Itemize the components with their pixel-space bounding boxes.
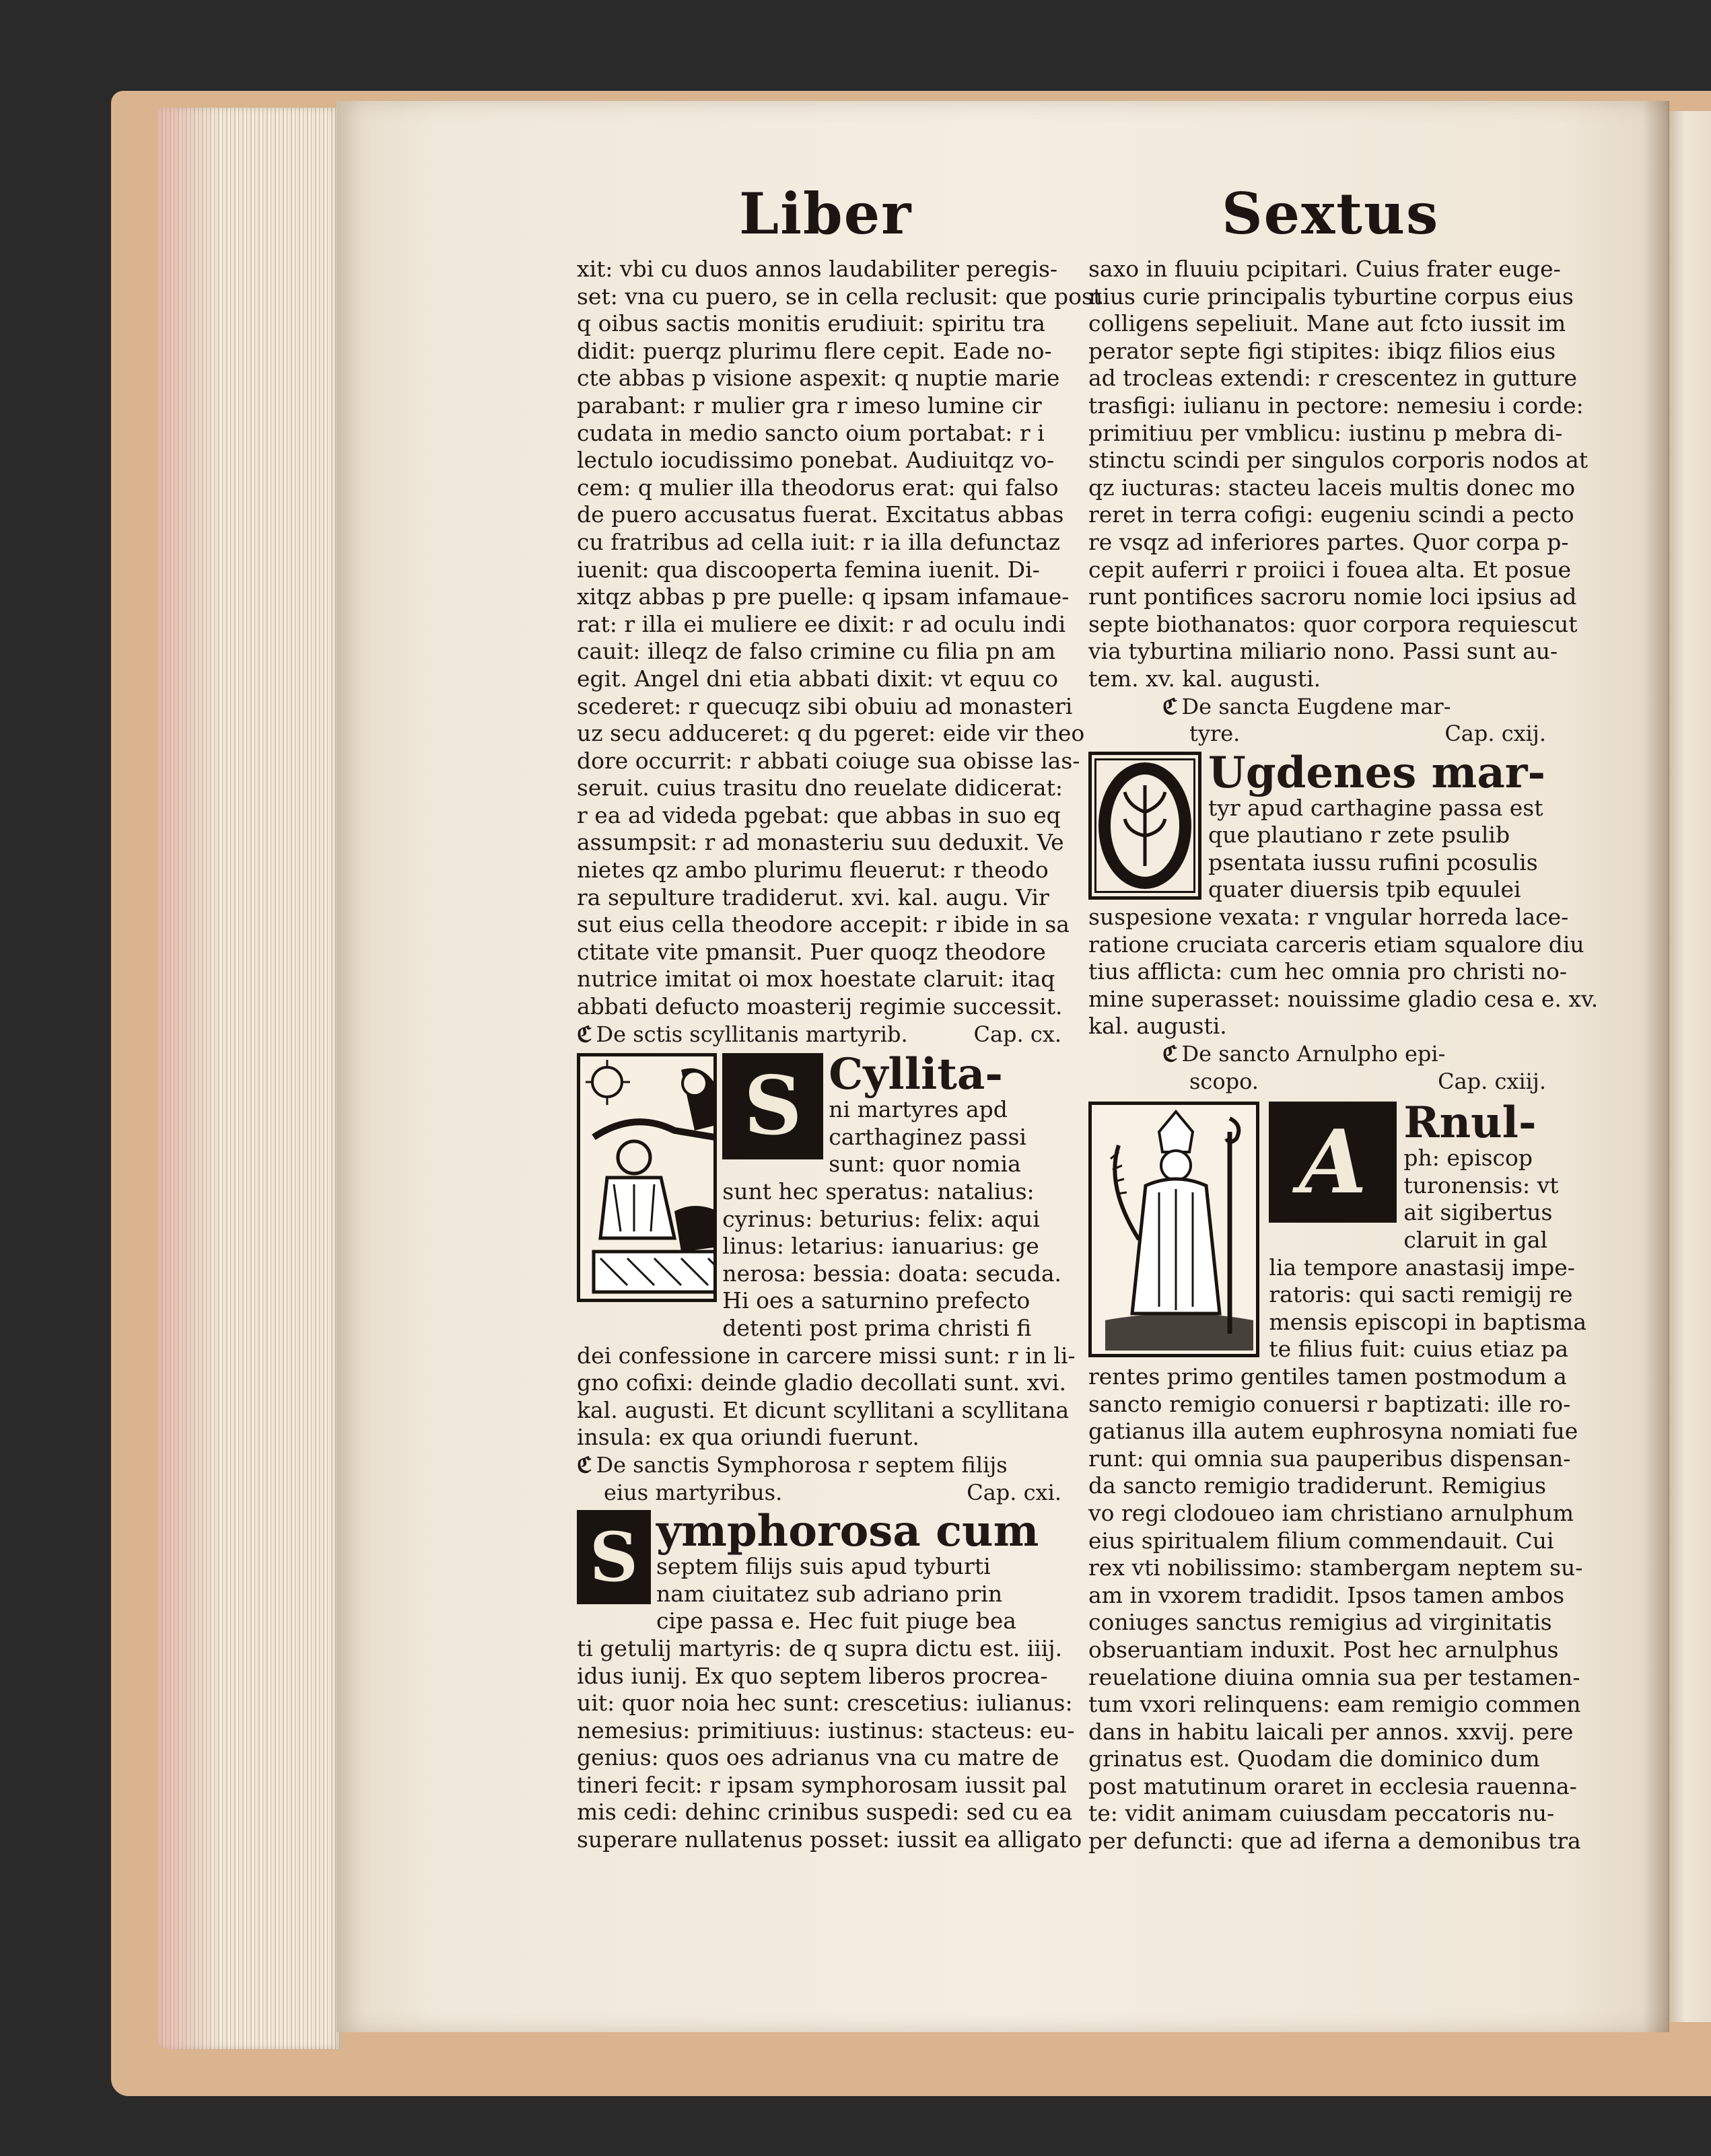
text-line: runt: qui omnia sua pauperibus dispensan- <box>1088 1445 1571 1472</box>
running-head-left: Liber <box>739 180 913 247</box>
text-line: tum vxori relinquens: eam remigio commen <box>1088 1691 1581 1718</box>
scyllitani-text <box>722 1049 1061 1342</box>
text-line: re vsqz ad inferiores partes. Quor corpa p- <box>1088 528 1569 555</box>
rubric-arnulphus-2: scopo. Cap. cxiij. <box>1189 1068 1546 1094</box>
left-text-after-scyllitani <box>577 1342 1076 1451</box>
text-line: cudata in medio sancto oium portabat: r i <box>577 419 1045 446</box>
text-line: coniuges sanctus remigius ad virginitatis <box>1088 1609 1552 1636</box>
text-line: tineri fecit: r ipsam symphorosam iussit pal <box>577 1771 1067 1798</box>
text-line: nerosa: bessia: doata: secuda. <box>722 1260 1061 1287</box>
text-line: grinatus est. Quodam die dominico dum <box>1088 1746 1540 1772</box>
text-line: sunt: quor nomia <box>829 1151 1021 1178</box>
text-line: stinctu scindi per singulos corporis nodos at <box>1088 447 1588 474</box>
chapter-number: Cap. cx. <box>973 1021 1061 1047</box>
rubric-scyllitani: ℭ De sctis scyllitanis martyrib. Cap. cx. <box>577 1021 1061 1047</box>
text-line: xitqz abbas p pre puelle: q ipsam infamaue- <box>577 583 1070 610</box>
text-line: rentes primo gentiles tamen postmodum a <box>1088 1363 1567 1390</box>
text-line: seruit. cuius trasitu dno reuelate didicerat: <box>577 775 1063 801</box>
text-line: ratoris: qui sacti remigij re <box>1269 1281 1573 1308</box>
text-line: saxo in fluuiu pcipitari. Cuius frater euge- <box>1088 256 1561 282</box>
text-line: runt pontifices sacroru nomie loci ipsius ad <box>1088 583 1577 610</box>
text-line: via tyburtina miliario nono. Passi sunt au- <box>1088 638 1558 665</box>
rubric-symphorosa: ℭ De sanctis Symphorosa r septem filijs <box>577 1451 1008 1478</box>
bishop-woodcut <box>1088 1102 1259 1357</box>
chapter-number: Cap. cxiij. <box>1438 1068 1546 1094</box>
text-line: vo regi clodoueo iam christiano arnulphum <box>1088 1499 1574 1526</box>
text-line: lectulo iocudissimo ponebat. Audiuitqz vo- <box>577 447 1055 474</box>
text-line: cem: q mulier illa theodorus erat: qui falso <box>577 474 1059 501</box>
text-line: dans in habitu laicali per annos. xxvij. pere <box>1088 1718 1574 1745</box>
text-line: gno cofixi: deinde gladio decollati sunt. xvi. <box>577 1369 1066 1396</box>
text-line: ph: episcop <box>1403 1145 1533 1172</box>
right-text-top <box>1088 256 1586 693</box>
text-line: r ea ad videda pgebat: que abbas in suo eq <box>577 801 1061 828</box>
chapter-number: Cap. cxij. <box>1444 721 1546 747</box>
text-line: kal. augusti. <box>1088 1013 1227 1040</box>
text-line: tius afflicta: cum hec omnia pro christi no- <box>1088 958 1567 985</box>
right-text-after-eugdene <box>1088 904 1599 1040</box>
left-column <box>577 256 1103 1854</box>
text-line: que plautiano r zete psulib <box>1208 822 1510 849</box>
text-line: obseruantiam induxit. Post hec arnulphus <box>1088 1636 1559 1663</box>
facing-page-edge <box>1668 111 1711 2022</box>
text-line: suspesione vexata: r vngular horreda lace- <box>1088 904 1569 931</box>
arnulphus-block <box>1088 1098 1586 1363</box>
text-line: ra sepulture tradiderut. xvi. kal. augu. Vir <box>577 884 1049 910</box>
text-line: scederet: r quecuqz sibi obuiu ad monasteri <box>577 692 1073 719</box>
text-line: ratione cruciata carceris etiam squalore diu <box>1088 931 1584 958</box>
text-line: reuelatione diuina omnia sua per testamen- <box>1088 1663 1580 1690</box>
text-line: linus: letarius: ianuarius: ge <box>722 1233 1039 1260</box>
text-line: idus iunij. Ex quo septem liberos procrea- <box>577 1662 1048 1689</box>
rubric-eugdene-2: tyre. Cap. cxij. <box>1189 721 1546 747</box>
text-line: qz iucturas: stacteu laceis multis donec mo <box>1088 474 1576 501</box>
text-line: ni martyres apd <box>829 1096 1008 1123</box>
rubric-arnulphus: ℭ De sancto Arnulpho epi- <box>1162 1041 1446 1067</box>
text-line: cipe passa e. Hec fuit piuge bea <box>656 1608 1016 1634</box>
scyllitani-block <box>577 1049 1061 1342</box>
text-line: de puero accusatus fuerat. Excitatus abbas <box>577 501 1064 528</box>
text-line: septe biothanatos: quor corpora requiescut <box>1088 610 1578 637</box>
text-line: rex vti nobilissimo: stambergam neptem su- <box>1088 1554 1583 1581</box>
right-column <box>1088 256 1599 1855</box>
text-line: da sancto remigio tradiderunt. Remigius <box>1088 1472 1547 1499</box>
text-line: colligens sepeliuit. Mane aut fcto iussit im <box>1088 310 1566 337</box>
text-line: ait sigibertus <box>1403 1199 1553 1226</box>
incipit-scyllitani: Cyllita- <box>829 1049 1003 1100</box>
text-line: nam ciuitatez sub adriano prin <box>656 1580 1003 1607</box>
text-line: detenti post prima christi fi <box>722 1314 1032 1341</box>
text-line: sunt hec speratus: natalius: <box>722 1178 1035 1205</box>
left-text-bottom <box>577 1634 1082 1854</box>
text-line: iuenit: qua discooperta femina iuenit. Di- <box>577 556 1040 583</box>
text-line: didit: puerqz plurimu flere cepit. Eade no- <box>577 337 1052 364</box>
text-line: nemesius: primitiuus: iustinus: stacteus: eu- <box>577 1717 1075 1744</box>
text-line: cte abbas p visione aspexit: q nuptie marie <box>577 365 1060 392</box>
text-line: turonensis: vt <box>1403 1172 1559 1198</box>
text-line: am in vxorem tradidit. Ipsos tamen ambos <box>1088 1581 1565 1608</box>
text-line: perator septe figi stipites: ibiqz filios eius <box>1088 337 1556 364</box>
text-line: quater diuersis tpib equulei <box>1208 876 1521 903</box>
text-line: assumpsit: r ad monasteriu suu deduxit. Ve <box>577 829 1064 856</box>
text-line: te filius fuit: cuius etiaz pa <box>1269 1336 1569 1363</box>
text-line: egit. Angel dni etia abbati dixit: vt equu co <box>577 665 1059 692</box>
text-line: ctitate vite pmansit. Puer quoqz theodore <box>577 938 1046 965</box>
incipit-arnulphus: Rnul- <box>1403 1098 1537 1149</box>
text-line: ti getulij martyris: de q supra dictu est. iiij. <box>577 1634 1063 1661</box>
incipit-symphorosa: ymphorosa cum <box>656 1506 1039 1557</box>
text-line: post matutinum oraret in ecclesia rauenna- <box>1088 1772 1577 1799</box>
text-line: kal. augusti. Et dicunt scyllitani a scyllitana <box>577 1396 1070 1423</box>
text-line: carthaginez passi <box>829 1123 1026 1150</box>
bishop-woodcut-icon <box>1092 1105 1259 1354</box>
initial-o-icon <box>1088 752 1201 900</box>
text-line: uz secu adduceret: q du pgeret: eide vir theo <box>577 720 1085 747</box>
text-line: insula: ex qua oriundi fuerunt. <box>577 1424 919 1451</box>
text-line: mine superasset: nouissime gladio cesa e. xv. <box>1088 985 1599 1012</box>
text-line: genius: quos oes adrianus vna cu matre de <box>577 1744 1059 1771</box>
text-line: sut eius cella theodore accepit: r ibide in sa <box>577 911 1070 938</box>
text-line: nutrice imitat oi mox hoestate claruit: itaq <box>577 966 1055 993</box>
text-line: per defuncti: que ad iferna a demonibus tra <box>1088 1828 1581 1855</box>
text-line: dei confessione in carcere missi sunt: r in li- <box>577 1342 1076 1369</box>
initial-s-icon: S <box>722 1053 823 1159</box>
right-text-bottom <box>1088 1363 1586 1855</box>
text-line: sancto remigio conuersi r baptizati: ille ro- <box>1088 1390 1571 1417</box>
text-line: lia tempore anastasij impe- <box>1269 1254 1575 1281</box>
text-line: dore occurrit: r abbati coiuge sua obisse las- <box>577 747 1080 774</box>
text-line: xit: vbi cu duos annos laudabiliter peregis- <box>577 256 1058 282</box>
text-line: nietes qz ambo plurimu fleuerut: r theodo <box>577 857 1049 884</box>
text-line: trasfigi: iulianu in pectore: nemesiu i corde: <box>1088 392 1584 419</box>
text-line: claruit in gal <box>1403 1227 1548 1253</box>
martyrdom-woodcut-icon <box>580 1056 717 1299</box>
text-line: eius spiritualem filium commendauit. Cui <box>1088 1527 1554 1554</box>
running-head-right: Sextus <box>1222 180 1440 247</box>
text-line: q oibus sactis monitis erudiuit: spiritu tra <box>577 310 1045 337</box>
text-line: Hi oes a saturnino prefecto <box>722 1287 1031 1314</box>
text-line: cauit: illeqz de falso crimine cu filia pn am <box>577 638 1056 665</box>
paragraph-mark-icon: ℭ <box>1162 693 1178 719</box>
eugdene-block <box>1088 747 1586 904</box>
text-line: set: vna cu puero, se in cella reclusit: que post <box>577 283 1103 310</box>
paragraph-mark-icon: ℭ <box>577 1451 592 1478</box>
text-line: uit: quor noia hec sunt: crescetius: iulianus: <box>577 1690 1073 1717</box>
paragraph-mark-icon: ℭ <box>577 1021 592 1047</box>
text-line: superare nullatenus posset: iussit ea alligato <box>577 1826 1082 1853</box>
text-line: cu fratribus ad cella iuit: r ia illa defunctaz <box>577 528 1061 555</box>
text-line: tyr apud carthagine passa est <box>1208 794 1543 821</box>
text-line: septem filijs suis apud tyburti <box>656 1553 991 1580</box>
text-line: ad trocleas extendi: r crescentez in gutture <box>1088 365 1577 392</box>
text-line: reret in terra cofigi: eugeniu scindi a pecto <box>1088 501 1574 528</box>
symphorosa-block <box>577 1506 1061 1635</box>
text-line: parabant: r mulier gra r imeso lumine cir <box>577 392 1042 419</box>
left-text-top <box>577 256 1103 1021</box>
text-line: cyrinus: beturius: felix: aqui <box>722 1205 1040 1232</box>
text-line: mensis episcopi in baptisma <box>1269 1308 1586 1335</box>
gutter-shadow <box>1642 101 1669 2032</box>
text-line: te: vidit animam cuiusdam peccatoris nu- <box>1088 1800 1555 1827</box>
chapter-number: Cap. cxi. <box>967 1479 1061 1505</box>
martyrdom-woodcut <box>577 1053 717 1302</box>
initial-a-icon: A <box>1269 1102 1397 1223</box>
incipit-eugdene: Ugdenes mar- <box>1208 747 1546 798</box>
text-line: gatianus illa autem euphrosyna nomiati fue <box>1088 1418 1578 1445</box>
text-line: abbati defucto moasterij regimie successit. <box>577 993 1063 1020</box>
rubric-eugdene: ℭ De sancta Eugdene mar- <box>1162 693 1451 719</box>
text-line: nius curie principalis tyburtine corpus eius <box>1088 283 1574 310</box>
text-line: mis cedi: dehinc crinibus suspedi: sed cu ea <box>577 1799 1073 1826</box>
text-line: tem. xv. kal. augusti. <box>1088 665 1321 692</box>
text-line: rat: r illa ei muliere ee dixit: r ad oculu indi <box>577 610 1066 637</box>
page-edges-stain <box>158 108 219 2049</box>
paragraph-mark-icon: ℭ <box>1162 1041 1178 1067</box>
rubric-symphorosa-2: eius martyribus. Cap. cxi. <box>604 1479 1061 1505</box>
text-line: cepit auferri r proiici i fouea alta. Et posue <box>1088 556 1572 583</box>
initial-s2-icon: S <box>577 1510 651 1604</box>
text-line: primitiuu per vmblicu: iustinu p mebra di- <box>1088 419 1563 446</box>
text-line: psentata iussu rufini pcosulis <box>1208 849 1538 875</box>
